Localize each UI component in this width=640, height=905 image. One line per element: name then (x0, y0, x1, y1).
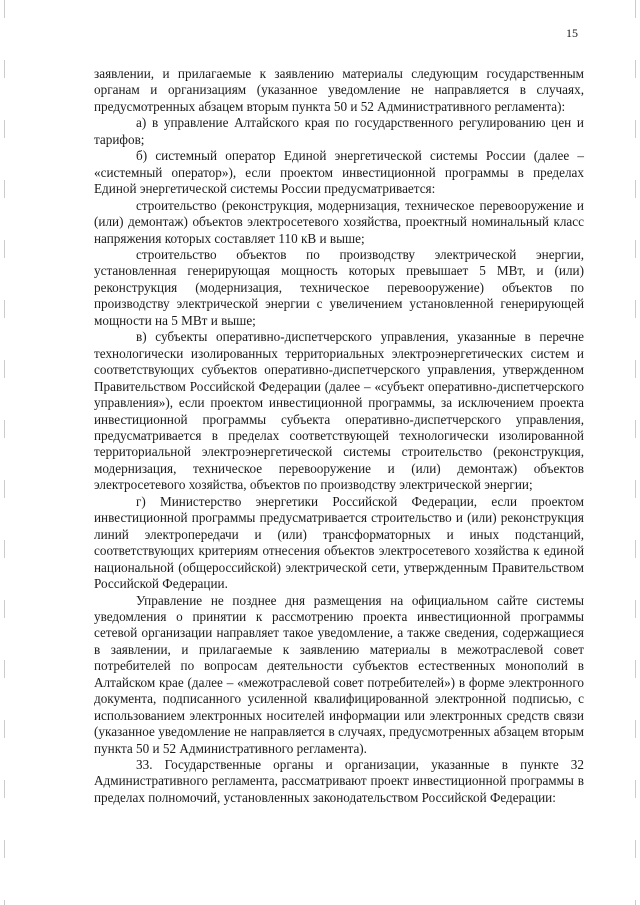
paragraph-clause-33: 33. Государственные органы и организации, указанные в пункте 32 Административного регламента, рассматривают проект инвестиционной программы в пределах полномочий, установленных законодательством Российской Федерации: (94, 757, 584, 805)
paragraph-generation-5mw: строительство объектов по производству электрической энергии, установленная генерирующая мощность которых превышает 5 МВт, и (или) реконструкция (модернизация, техническое перевооружение) объектов по производству электрической энергии с увеличением установленной генерирующей мощности на 5 МВт и выше; (94, 246, 584, 328)
paragraph-item-v: в) субъекты оперативно-диспетчерского управления, указанные в перечне технологически изолированных территориальных электроэнергетических систем и соответствующих субъектов оперативно-диспетчерского управления, утвержденном Правительством Российской Федерации (далее – «субъект оперативно-диспетчерского управления»), если проектом инвестиционной программы, за исключением проекта инвестиционной программы субъекта оперативно-диспетчерского управления, предусматривается в пределах соответствующей технологически изолированной территориальной электроэнергетической системы строительство (реконструкция, модернизация, техническое перевооружение и (или) демонтаж) объектов электросетевого хозяйства, объектов по производству электрической энергии; (94, 329, 584, 493)
paragraph-item-a: а) в управление Алтайского края по государственного регулированию цен и тарифов; (94, 115, 584, 147)
paragraph-construction-110kv: строительство (реконструкция, модернизация, техническое перевооружение и (или) демонтаж) объектов электросетевого хозяйства, проектный номинальный класс напряжения которых составляет 110 кВ и выше; (94, 197, 584, 246)
paragraph-continuation: заявлении, и прилагаемые к заявлению материалы следующим государственным органам и организациям (указанное уведомление не направляется в случаях, предусмотренных абзацем вторым пункта 50 и 52 Административного регламента): (94, 66, 584, 114)
document-body (94, 66, 584, 806)
paragraph-council-notice: Управление не позднее дня размещения на официальном сайте системы уведомления о принятии к рассмотрению проекта инвестиционной программы сетевой организации направляет такое уведомление, а также сведения, содержащиеся в заявлении, и прилагаемые к заявлению материалы в межотраслевой совет потребителей по вопросам деятельности субъектов естественных монополий в Алтайском крае (далее – «межотраслевой совет потребителей») в форме электронного документа, подписанного усиленной квалифицированной электронной подписью, с использованием электронных носителей информации или электронных средств связи (указанное уведомление не направляется в случаях, предусмотренных абзацем вторым пункта 50 и 52 Административного регламента). (94, 592, 584, 756)
paragraph-item-g: г) Министерство энергетики Российской Федерации, если проектом инвестиционной программы предусматривается строительство и (или) реконструкция линий электропередачи и (или) трансформаторных и иных подстанций, соответствующих критериям отнесения объектов электросетевого хозяйства к единой национальной (общероссийской) электрической сети, утвержденным Правительством Российской Федерации. (94, 493, 584, 592)
scan-edge-left (4, 0, 5, 905)
scan-edge-right (635, 0, 636, 905)
paragraph-item-b: б) системный оператор Единой энергетической системы России (далее – «системный оператор»), если проектом инвестиционной программы в пределах Единой энергетической системы России предусматривается: (94, 148, 584, 197)
page-number: 15 (566, 26, 578, 40)
